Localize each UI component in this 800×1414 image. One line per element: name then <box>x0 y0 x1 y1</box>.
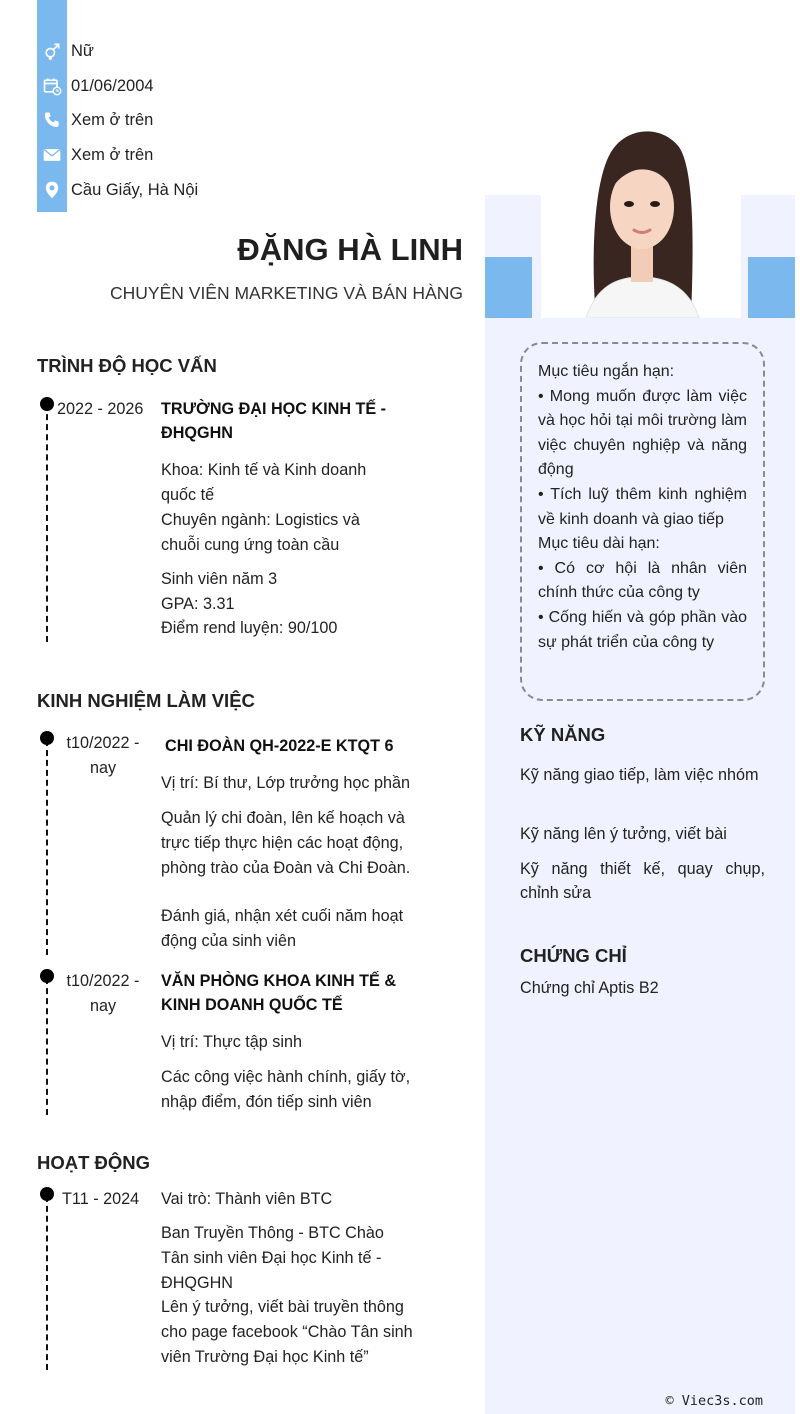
experience-desc: Quản lý chi đoàn, lên kế hoạch và trực tiếp thực hiện các hoạt động, phòng trào của Đoàn và Chi Đoàn. <box>161 809 411 877</box>
education-date: 2022 - 2026 <box>57 400 144 418</box>
education-conduct: Điểm rend luyện: 90/100 <box>161 619 338 637</box>
objective-line: • Cống hiến và góp phần vào sự phát triển của công ty <box>538 608 747 651</box>
profile-photo <box>541 112 741 318</box>
education-faculty: Khoa: Kinh tế và Kinh doanh quốc tế <box>161 461 367 504</box>
experience-date-to: nay <box>89 996 117 1015</box>
education-gpa: GPA: 3.31 <box>161 595 235 613</box>
calendar-icon <box>37 71 67 101</box>
experience-position: Vị trí: Thực tập sinh <box>161 1033 302 1051</box>
timeline-dot <box>40 1187 54 1201</box>
skill-item: Kỹ năng lên ý tưởng, viết bài <box>520 825 727 843</box>
experience-position: Vị trí: Bí thư, Lớp trưởng học phần <box>161 774 410 792</box>
timeline-dot <box>40 397 54 411</box>
contact-birthday <box>37 71 154 101</box>
experience-date <box>58 969 148 1018</box>
phone-text: Xem ở trên <box>71 110 154 129</box>
certificates-heading: CHỨNG CHỈ <box>520 945 627 966</box>
experience-date-to: nay <box>89 758 117 777</box>
footer-credit: © Viec3s.com <box>665 1393 763 1409</box>
education-heading: TRÌNH ĐỘ HỌC VẤN <box>37 355 217 376</box>
education-school: TRƯỜNG ĐẠI HỌC KINH TẾ - ĐHQGHN <box>161 400 387 442</box>
objective-line: • Tích luỹ thêm kinh nghiệm về kinh doanh và giao tiếp <box>538 485 747 528</box>
email-text: Xem ở trên <box>71 145 154 164</box>
objective-line: Mục tiêu dài hạn: <box>538 535 660 553</box>
gender-icon <box>37 36 67 66</box>
activity-desc: Lên ý tưởng, viết bài truyền thông cho page facebook “Chào Tân sinh viên Trường Đại học Kinh tế” <box>161 1298 413 1366</box>
education-year: Sinh viên năm 3 <box>161 570 278 588</box>
mail-icon <box>37 140 67 170</box>
activities-heading: HOẠT ĐỘNG <box>37 1152 151 1173</box>
timeline-line <box>46 404 48 642</box>
education-major: Chuyên ngành: Logistics và chuỗi cung ứng toàn cầu <box>161 511 360 554</box>
timeline-dot <box>40 969 54 983</box>
activity-role: Vai trò: Thành viên BTC <box>161 1190 333 1208</box>
experience-date-from: t10/2022 - <box>66 972 140 990</box>
decor-block-right <box>748 257 795 318</box>
timeline-line <box>46 1196 48 1370</box>
experience-org: VĂN PHÒNG KHOA KINH TẾ & KINH DOANH QUỐC TẾ <box>161 972 397 1014</box>
activity-desc: Ban Truyền Thông - BTC Chào Tân sinh viên Đại học Kinh tế - ĐHQGHN <box>161 1224 384 1292</box>
candidate-name: ĐẶNG HÀ LINH <box>237 232 463 267</box>
experience-desc: Đánh giá, nhận xét cuối năm hoạt động của sinh viên <box>161 907 404 950</box>
phone-icon <box>37 105 67 135</box>
candidate-title: CHUYÊN VIÊN MARKETING VÀ BÁN HÀNG <box>110 283 463 303</box>
contact-gender <box>37 36 94 66</box>
objective-line: Mục tiêu ngắn hạn: <box>538 363 675 380</box>
contact-email <box>37 140 153 170</box>
contact-phone <box>37 105 153 135</box>
experience-date <box>58 731 148 780</box>
timeline-line <box>46 978 48 1115</box>
address-text: Cầu Giấy, Hà Nội <box>71 180 199 199</box>
objective-box <box>520 342 765 701</box>
certificate-item: Chứng chỉ Aptis B2 <box>520 979 659 997</box>
location-pin-icon <box>37 175 67 205</box>
skill-item: Kỹ năng thiết kế, quay chụp, chỉnh sửa <box>520 860 765 902</box>
decor-block-left <box>485 257 532 318</box>
objective-line: • Có cơ hội là nhân viên chính thức của công ty <box>538 559 747 602</box>
skills-heading: KỸ NĂNG <box>520 724 606 745</box>
contact-address <box>37 175 198 205</box>
skill-item: Kỹ năng giao tiếp, làm việc nhóm <box>520 766 759 784</box>
experience-heading: KINH NGHIỆM LÀM VIỆC <box>37 690 255 711</box>
gender-text: Nữ <box>71 41 94 60</box>
experience-org: CHI ĐOÀN QH-2022-E KTQT 6 <box>165 737 394 755</box>
objective-line: • Mong muốn được làm việc và học hỏi tại môi trường làm việc chuyên nghiệp và năng động <box>538 387 747 479</box>
timeline-dot <box>40 731 54 745</box>
experience-desc: Các công việc hành chính, giấy tờ, nhập điểm, đón tiếp sinh viên <box>161 1068 411 1111</box>
activity-date: T11 - 2024 <box>62 1190 140 1208</box>
experience-date-from: t10/2022 - <box>66 734 140 752</box>
timeline-line <box>46 740 48 955</box>
birthday-text: 01/06/2004 <box>71 76 154 95</box>
